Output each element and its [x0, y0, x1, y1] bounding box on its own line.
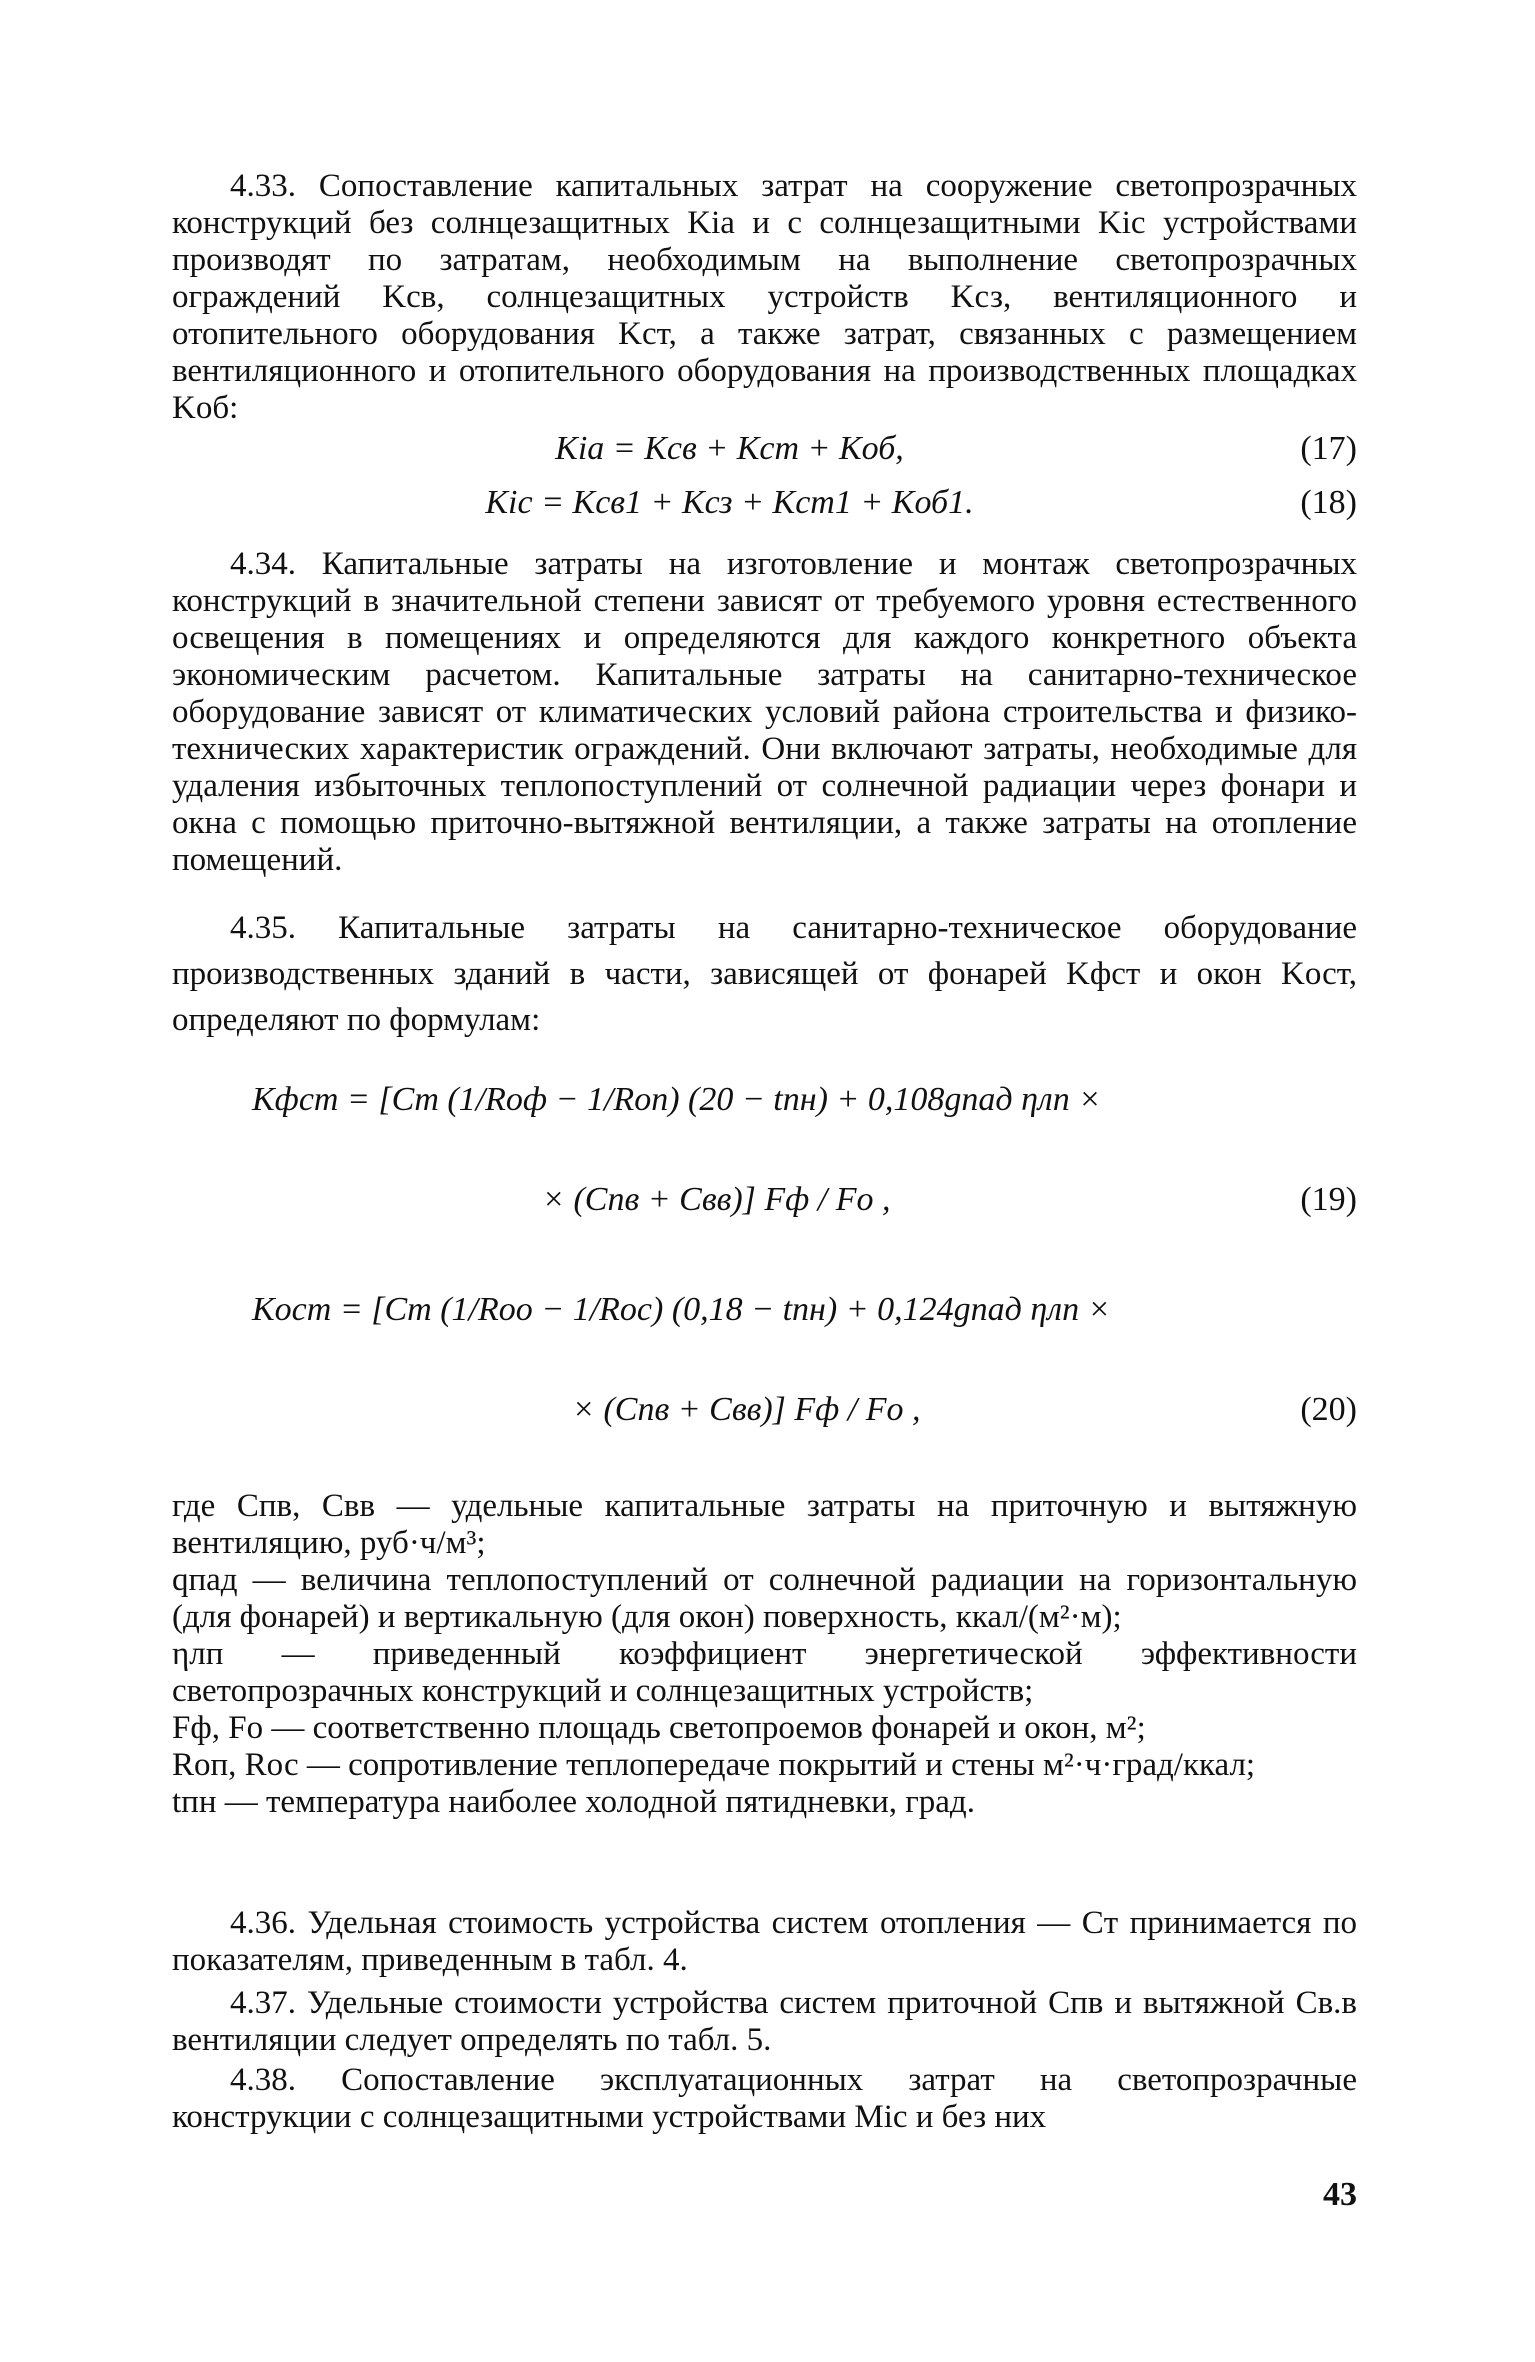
paragraph-4-34: 4.34. Капитальные затраты на изготовление и монтаж светопрозрачных конструкций в значительной степени зависят от требуемого уровня естественного освещения в помещениях и определяются для каждого конкретного объекта экономическим расчетом. Капитальные затраты на санитарно-техническое оборудование зависят от климатических условий района строительства и физико-технических характеристик ограждений. Они включают затраты, необходимые для удаления избыточных теплопоступлений от солнечной радиации через фонари и окна с помощью приточно-вытяжной вентиляции, а также затраты на отопление помещений. [172, 546, 1357, 878]
definition-item: Rоп, Rос — сопротивление теплопередаче покрытий и стены м²·ч·град/ккал; [172, 1747, 1256, 1783]
equation-19-line-1: Kфст = [Cт (1/Rоф − 1/Rоп) (20 − tпн) + 0,108gпад ηлп × [252, 1081, 1102, 1118]
equation-19 [172, 1080, 1357, 1220]
paragraph-4-37: 4.37. Удельные стоимости устройства систем приточной Cпв и вытяжной Cв.в вентиляции следует определять по табл. 5. [172, 1985, 1357, 2058]
equation-19-number: (19) [1300, 1181, 1357, 1218]
equation-20-number: (20) [1300, 1391, 1357, 1428]
equation-17-body: Kia = Kсв + Kст + Kоб, [555, 430, 904, 467]
definition-item: Fф, Fо — соответственно площадь светопроемов фонарей и окон, м²; [172, 1710, 1146, 1746]
definition-item: ηлп — приведенный коэффициент энергетической эффективности светопрозрачных конструкций и солнцезащитных устройств; [172, 1636, 1357, 1709]
section-4-34 [172, 546, 1357, 879]
equation-20-line-2: × (Cпв + Cвв)] Fф / Fо , [572, 1391, 921, 1428]
section-4-33 [172, 168, 1357, 427]
equation-17 [172, 430, 1357, 468]
section-4-38 [172, 2062, 1357, 2136]
paragraph-4-38: 4.38. Сопоставление эксплуатационных затрат на светопрозрачные конструкции с солнцезащитными устройствами Mic и без них [172, 2062, 1357, 2135]
equation-17-number: (17) [1300, 430, 1357, 467]
equation-19-line-2: × (Cпв + Cвв)] Fф / Fо , [542, 1181, 891, 1218]
definitions-list [172, 1488, 1357, 1821]
equation-18 [172, 484, 1357, 522]
definition-item: где Cпв, Cвв — удельные капитальные затраты на приточную и вытяжную вентиляцию, руб·ч/м³; [172, 1488, 1357, 1561]
definition-item: qпад — величина теплопоступлений от солнечной радиации на горизонтальную (для фонарей) и вертикальную (для окон) поверхность, ккал/(м²·м); [172, 1562, 1357, 1635]
equation-18-number: (18) [1300, 484, 1357, 521]
equation-20 [172, 1290, 1357, 1430]
page-number: 43 [1323, 2176, 1357, 2213]
section-4-35 [172, 905, 1357, 1043]
section-4-37 [172, 1985, 1357, 2059]
section-4-36 [172, 1905, 1357, 1979]
definition-item: tпн — температура наиболее холодной пятидневки, град. [172, 1784, 975, 1820]
paragraph-4-36: 4.36. Удельная стоимость устройства систем отопления — Cт принимается по показателям, приведенным в табл. 4. [172, 1905, 1357, 1978]
paragraph-4-35: 4.35. Капитальные затраты на санитарно-техническое оборудование производственных зданий в части, зависящей от фонарей Kфст и окон Kост, определяют по формулам: [172, 910, 1357, 1038]
equation-20-line-1: Kост = [Cт (1/Rоо − 1/Rос) (0,18 − tпн) + 0,124gпад ηлп × [252, 1291, 1111, 1328]
equation-18-body: Kic = Kсв1 + Kсз + Kст1 + Kоб1. [485, 484, 974, 521]
paragraph-4-33: 4.33. Сопоставление капитальных затрат на сооружение светопрозрачных конструкций без солнцезащитных Kia и с солнцезащитными Kic устройствами производят по затратам, необходимым на выполнение светопрозрачных ограждений Kсв, солнцезащитных устройств Kсз, вентиляционного и отопительного оборудования Kст, а также затрат, связанных с размещением вентиляционного и отопительного оборудования на производственных площадках Kоб: [172, 168, 1357, 426]
